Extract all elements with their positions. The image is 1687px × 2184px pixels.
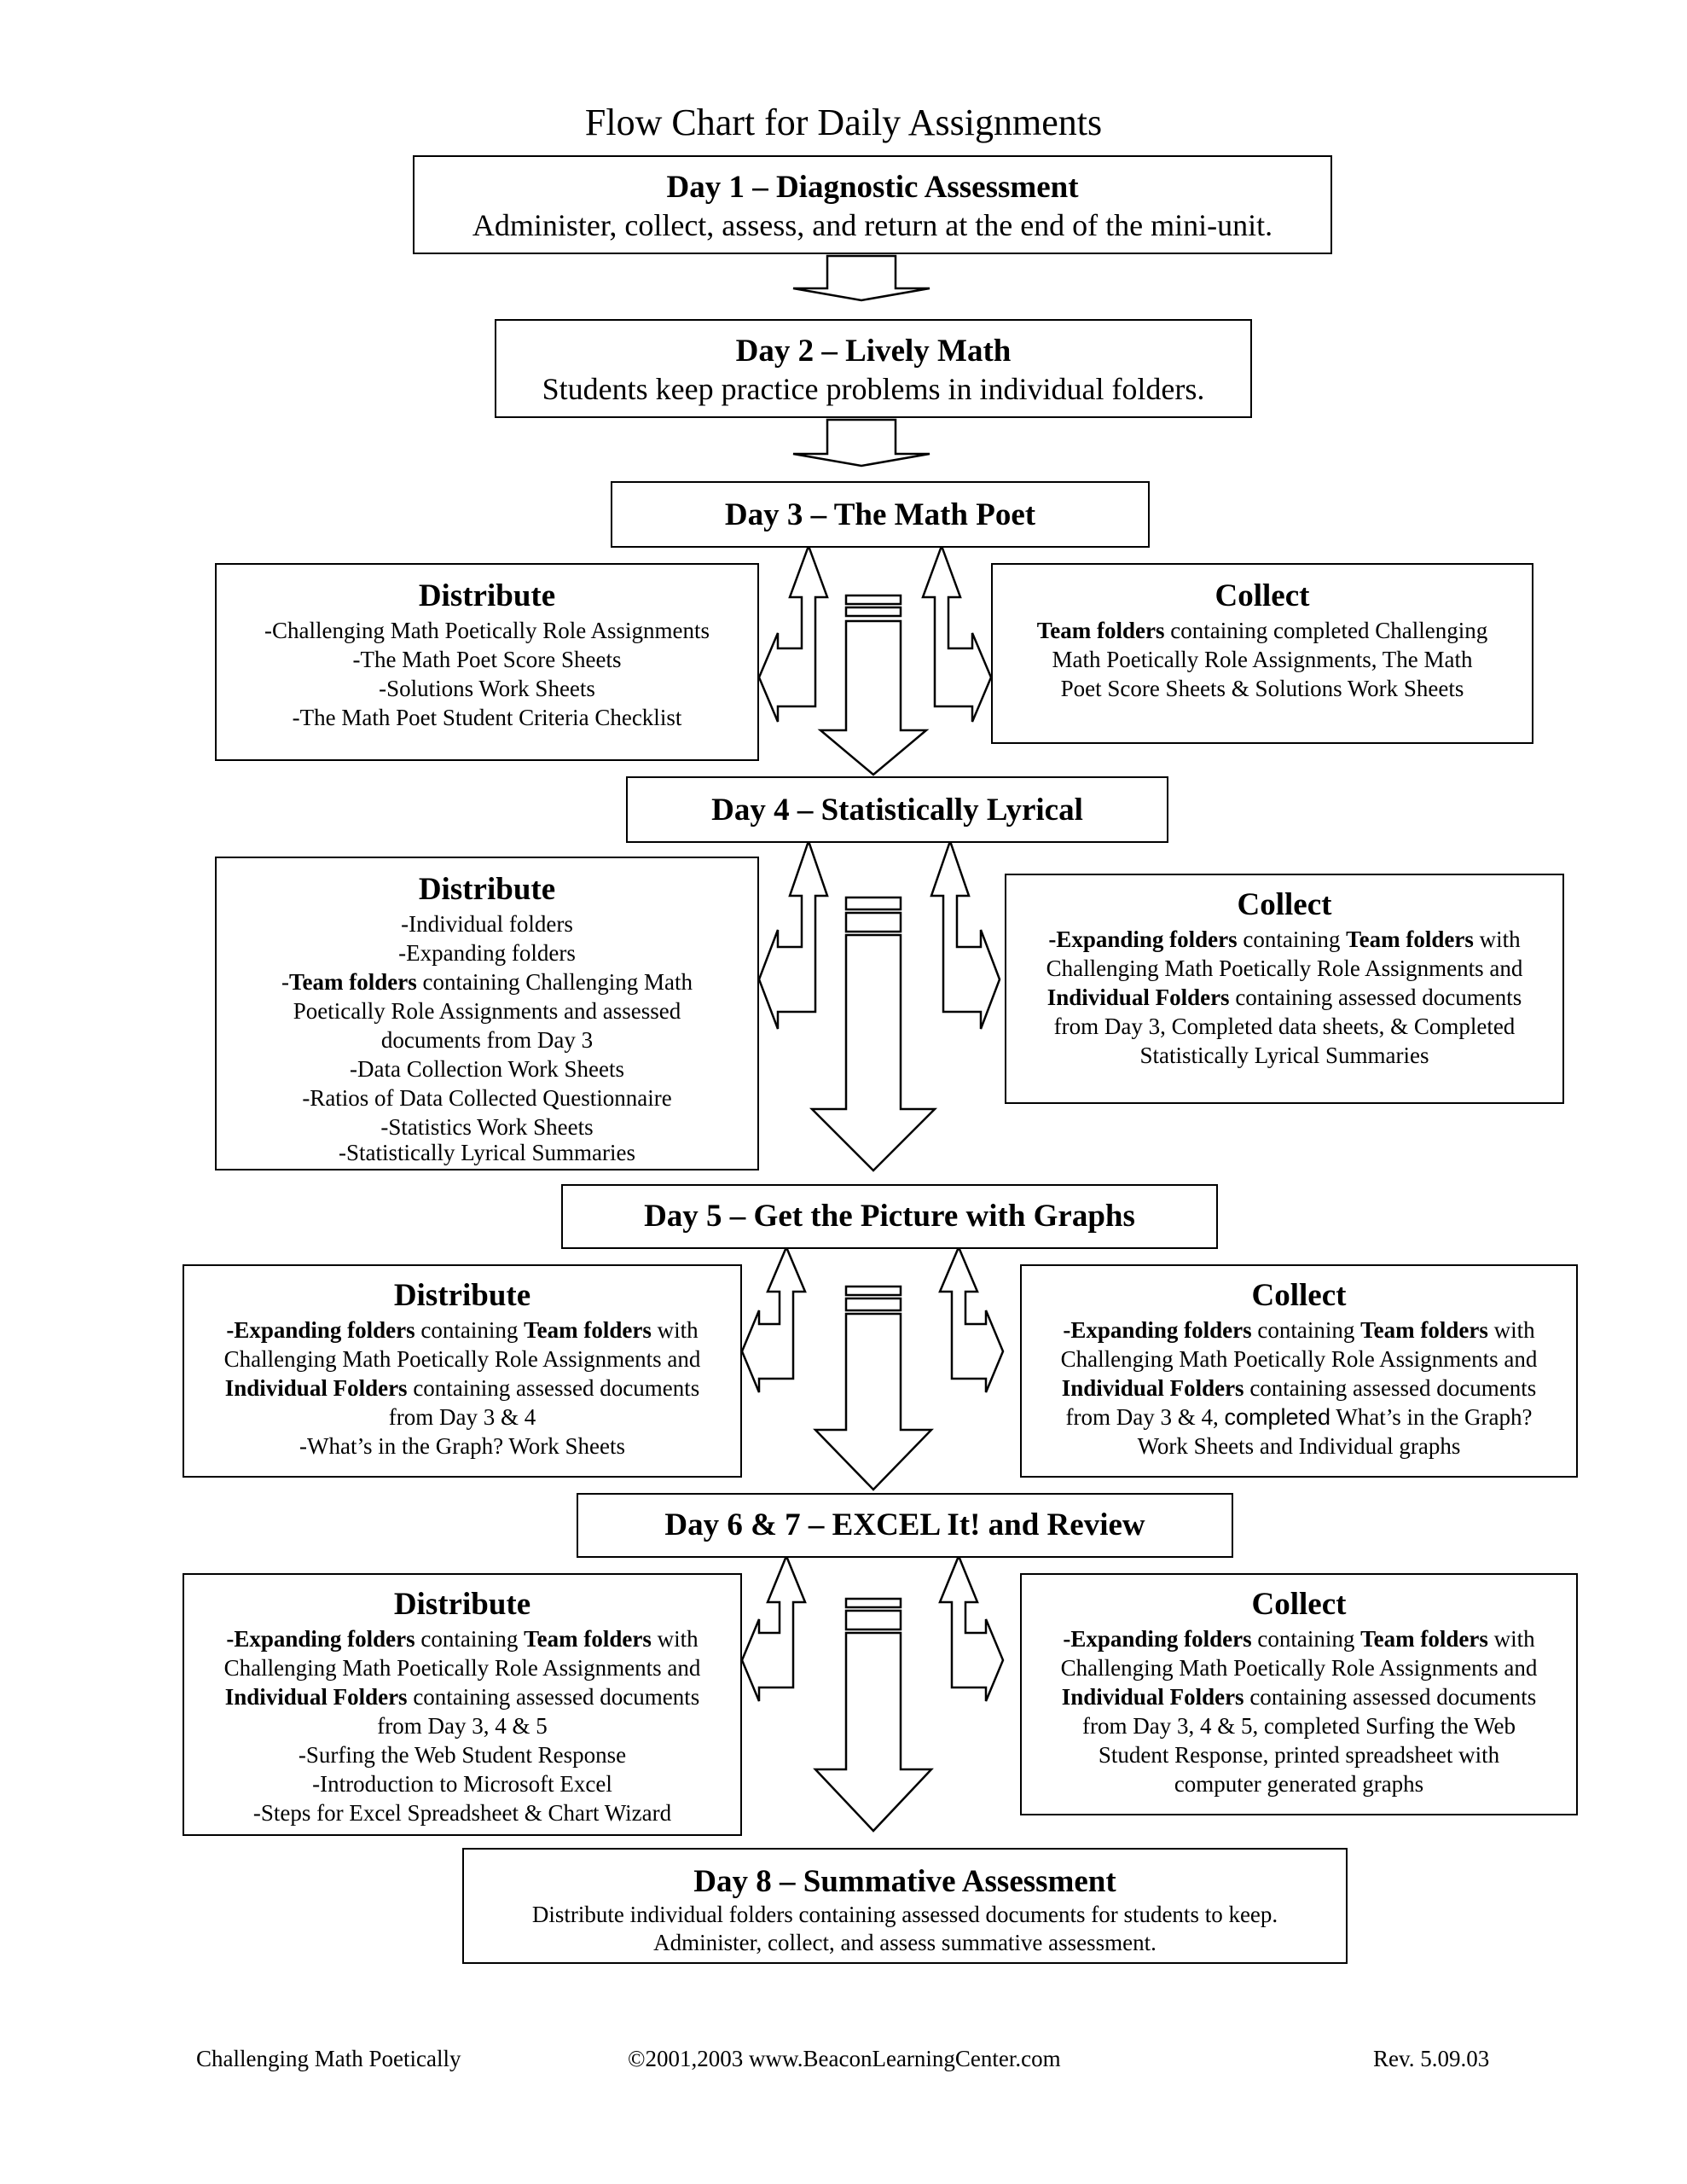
collect-line: from Day 3, Completed data sheets, & Completed: [1053, 1014, 1516, 1039]
bent-arrow-day3-left: [759, 546, 827, 722]
list-item: -Statistics Work Sheets: [380, 1114, 594, 1140]
collect-line: [1006, 925, 1562, 954]
stripe-day6-b: [846, 1611, 901, 1629]
text-fragment: containing: [1251, 1317, 1361, 1343]
collect-line: [1022, 1316, 1576, 1345]
bent-arrow-day4-right: [931, 841, 1000, 1029]
day67-distribute-box: [183, 1573, 742, 1836]
expanding-folders-label: -Expanding folders: [1063, 1626, 1252, 1652]
team-folders-label: Team folders: [1360, 1317, 1488, 1343]
list-item: -Ratios of Data Collected Questionnaire: [302, 1085, 672, 1111]
footer-center: ©2001,2003 www.BeaconLearningCenter.com: [628, 2046, 1061, 2071]
list-item: [184, 1374, 740, 1403]
list-item: from Day 3 & 4: [388, 1404, 536, 1430]
list-item: -The Math Poet Student Criteria Checklist: [292, 705, 682, 730]
expanding-folders-label: -Expanding folders: [1048, 926, 1238, 952]
bent-arrow-day6-right: [940, 1556, 1003, 1701]
text-fragment: containing Challenging Math: [416, 969, 693, 995]
list-item: -Statistically Lyrical Summaries: [339, 1140, 635, 1165]
list-item: [184, 1316, 740, 1345]
day5-distribute-heading: Distribute: [393, 1278, 531, 1313]
day4-title: Day 4 – Statistically Lyrical: [711, 793, 1083, 828]
expanding-folders-label: -Expanding folders: [1063, 1317, 1252, 1343]
page-title: Flow Chart for Daily Assignments: [584, 102, 1103, 143]
collect-line: Work Sheets and Individual graphs: [1137, 1433, 1461, 1459]
day8-line: Administer, collect, and assess summative assessment.: [653, 1930, 1157, 1955]
collect-line: Math Poetically Role Assignments, The Math: [1052, 647, 1473, 672]
day2-box: [495, 319, 1252, 418]
collect-line: [1022, 1403, 1576, 1432]
text-fragment: containing assessed documents: [407, 1375, 700, 1401]
team-folders-label: Team folders: [1036, 618, 1165, 643]
down-arrow-day2-day3: [793, 420, 930, 466]
day67-distribute-heading: Distribute: [393, 1587, 531, 1622]
day5-title: Day 5 – Get the Picture with Graphs: [644, 1199, 1135, 1234]
collect-line: Statistically Lyrical Summaries: [1139, 1043, 1429, 1068]
text-fragment: with: [651, 1626, 699, 1652]
day5-distribute-box: [183, 1264, 742, 1478]
day4-distribute-box: [215, 857, 759, 1170]
bent-arrow-day5-left: [742, 1247, 805, 1392]
down-arrow-day3-day4: [820, 621, 926, 775]
bent-arrow-day6-left: [742, 1556, 805, 1701]
text-fragment: containing assessed documents: [1229, 985, 1522, 1010]
day3-distribute-box: [215, 563, 759, 761]
day3-collect-box: [991, 563, 1533, 744]
stripe-day4-b: [846, 913, 901, 932]
day5-box: [561, 1184, 1218, 1249]
bent-arrow-day4-left: [759, 841, 827, 1029]
list-item: -Expanding folders: [398, 940, 576, 966]
day1-box: [413, 155, 1332, 254]
text-fragment: containing assessed documents: [1244, 1684, 1537, 1710]
collect-line: [1022, 1374, 1576, 1403]
list-item: -Individual folders: [401, 911, 573, 937]
team-folders-label: Team folders: [1346, 926, 1474, 952]
text-fragment: with: [1487, 1317, 1535, 1343]
footer-right: Rev. 5.09.03: [1373, 2046, 1490, 2071]
day67-box: [577, 1493, 1233, 1558]
list-item: Poetically Role Assignments and assessed: [293, 998, 681, 1024]
day2-title: Day 2 – Lively Math: [735, 334, 1012, 369]
day8-title: Day 8 – Summative Assessment: [693, 1864, 1116, 1899]
day5-collect-box: [1020, 1264, 1578, 1478]
stripe-day4-a: [846, 897, 901, 909]
individual-folders-label: Individual Folders: [1061, 1684, 1244, 1710]
day3-box: [611, 481, 1150, 548]
bent-arrow-day3-right: [923, 546, 991, 722]
collect-line: Challenging Math Poetically Role Assignments and: [1046, 956, 1523, 981]
down-arrow-day1-day2: [793, 256, 930, 300]
down-arrow-day4-day5: [812, 935, 935, 1170]
text-fragment: containing: [1251, 1626, 1361, 1652]
day5-collect-heading: Collect: [1251, 1278, 1347, 1313]
text-fragment: with: [651, 1317, 699, 1343]
expanding-folders-label: -Expanding folders: [226, 1317, 415, 1343]
team-folders-label: Team folders: [524, 1317, 652, 1343]
text-fragment: with: [1473, 926, 1521, 952]
list-item: from Day 3, 4 & 5: [377, 1713, 548, 1739]
text-fragment: containing completed Challenging: [1164, 618, 1488, 643]
footer-left: Challenging Math Poetically: [196, 2046, 461, 2071]
expanding-folders-label: -Expanding folders: [226, 1626, 415, 1652]
individual-folders-label: Individual Folders: [224, 1375, 408, 1401]
list-item: -The Math Poet Score Sheets: [352, 647, 622, 672]
collect-line: Challenging Math Poetically Role Assignments and: [1060, 1346, 1538, 1372]
stripe-day6-a: [846, 1599, 901, 1607]
day4-collect-heading: Collect: [1237, 887, 1332, 922]
collect-line: Challenging Math Poetically Role Assignments and: [1060, 1655, 1538, 1681]
text-fragment: with: [1487, 1626, 1535, 1652]
list-item: -Steps for Excel Spreadsheet & Chart Wizard: [252, 1800, 672, 1826]
stripe-day5-b: [846, 1298, 901, 1310]
text-fragment: completed: [1224, 1404, 1331, 1430]
text-fragment: containing assessed documents: [1244, 1375, 1537, 1401]
team-folders-label: Team folders: [524, 1626, 652, 1652]
down-arrow-day6-day8: [815, 1633, 931, 1831]
list-item: -Surfing the Web Student Response: [298, 1742, 627, 1768]
collect-line: from Day 3, 4 & 5, completed Surfing the Web: [1082, 1713, 1516, 1739]
day4-distribute-heading: Distribute: [418, 872, 556, 907]
text-fragment: containing assessed documents: [407, 1684, 700, 1710]
text-fragment: -: [281, 969, 290, 995]
day4-box: [626, 776, 1168, 843]
day3-title: Day 3 – The Math Poet: [724, 497, 1036, 532]
list-item: -What’s in the Graph? Work Sheets: [299, 1433, 625, 1459]
text-fragment: What’s in the Graph?: [1330, 1404, 1533, 1430]
list-item: Challenging Math Poetically Role Assignments and: [223, 1655, 701, 1681]
collect-line: [1022, 1624, 1576, 1653]
list-item: -Solutions Work Sheets: [379, 676, 595, 701]
text-fragment: containing: [1237, 926, 1347, 952]
individual-folders-label: Individual Folders: [1061, 1375, 1244, 1401]
text-fragment: containing: [415, 1317, 525, 1343]
collect-line: [1006, 983, 1562, 1012]
text-fragment: containing: [415, 1626, 525, 1652]
day1-text: Administer, collect, assess, and return at the end of the mini-unit.: [472, 208, 1273, 242]
team-folders-label: Team folders: [1360, 1626, 1488, 1652]
stripe-day3-b: [846, 607, 901, 616]
list-item: -Introduction to Microsoft Excel: [312, 1771, 612, 1797]
day67-collect-box: [1020, 1573, 1578, 1815]
day2-text: Students keep practice problems in individual folders.: [542, 372, 1205, 406]
bent-arrow-day5-right: [940, 1247, 1003, 1392]
stripe-day3-a: [846, 595, 901, 604]
collect-line: [993, 616, 1532, 645]
day8-line: Distribute individual folders containing assessed documents for students to keep.: [531, 1902, 1278, 1927]
individual-folders-label: Individual Folders: [224, 1684, 408, 1710]
day3-collect-heading: Collect: [1215, 578, 1310, 613]
team-folders-label: Team folders: [289, 969, 417, 995]
list-item: documents from Day 3: [380, 1027, 594, 1053]
list-item: -Data Collection Work Sheets: [349, 1056, 624, 1082]
collect-line: [1022, 1682, 1576, 1711]
individual-folders-label: Individual Folders: [1046, 985, 1230, 1010]
list-item: -Challenging Math Poetically Role Assignments: [264, 618, 710, 643]
collect-line: Poet Score Sheets & Solutions Work Sheets: [1060, 676, 1464, 701]
list-item: [184, 1682, 740, 1711]
day3-distribute-heading: Distribute: [418, 578, 556, 613]
day4-collect-box: [1005, 874, 1564, 1104]
day67-title: Day 6 & 7 – EXCEL It! and Review: [664, 1507, 1145, 1542]
day1-title: Day 1 – Diagnostic Assessment: [666, 170, 1079, 205]
list-item: [184, 1624, 740, 1653]
stripe-day5-a: [846, 1287, 901, 1295]
day8-box: [462, 1848, 1348, 1964]
list-item: Challenging Math Poetically Role Assignments and: [223, 1346, 701, 1372]
collect-line: Student Response, printed spreadsheet with: [1098, 1742, 1500, 1768]
text-fragment: from Day 3 & 4,: [1065, 1404, 1225, 1430]
list-item: [217, 967, 757, 996]
day67-collect-heading: Collect: [1251, 1587, 1347, 1622]
down-arrow-day5-day6: [815, 1314, 931, 1490]
collect-line: computer generated graphs: [1174, 1771, 1424, 1797]
